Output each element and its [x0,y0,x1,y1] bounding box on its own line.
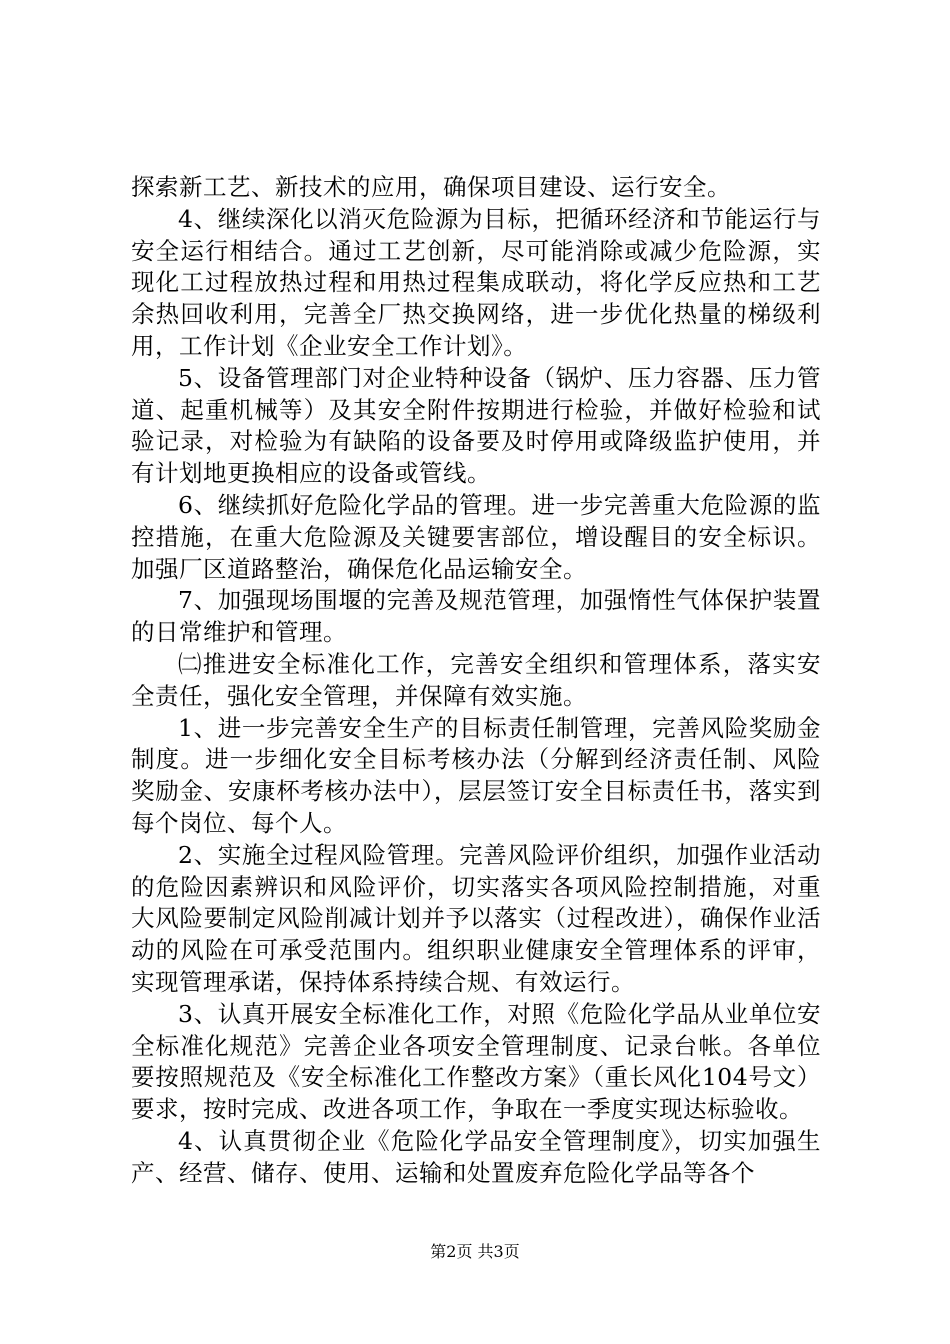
page-footer: 第2页 共3页 [430,1242,520,1261]
paragraph-2: 5、设备管理部门对企业特种设备（锅炉、压力容器、压力管道、起重机械等）及其安全附件按期进行检验，并做好检验和试验记录，对检验为有缺陷的设备要及时停用或降级监护使用，并有计划地更换相应的设备或管线。 [131,363,821,488]
body-text [131,172,821,1190]
paragraph-3: 6、继续抓好危险化学品的管理。进一步完善重大危险源的监控措施，在重大危险源及关键要害部位，增设醒目的安全标识。加强厂区道路整治，确保危化品运输安全。 [131,490,821,583]
paragraph-0: 探索新工艺、新技术的应用，确保项目建设、运行安全。 [131,173,731,201]
paragraph-9: 4、认真贯彻企业《危险化学品安全管理制度》，切实加强生产、经营、储存、使用、运输和处置废弃危险化学品等各个 [131,1126,821,1187]
paragraph-7: 2、实施全过程风险管理。完善风险评价组织，加强作业活动的危险因素辨识和风险评价，切实落实各项风险控制措施，对重大风险要制定风险削减计划并予以落实（过程改进），确保作业活动的风险在可承受范围内。组织职业健康安全管理体系的评审，实现管理承诺，保持体系持续合规、有效运行。 [131,840,821,996]
paragraph-4: 7、加强现场围堰的完善及规范管理，加强惰性气体保护装置的日常维护和管理。 [131,586,821,647]
paragraph-5: ㈡推进安全标准化工作，完善安全组织和管理体系，落实安全责任，强化安全管理，并保障有效实施。 [131,649,821,710]
paragraph-6: 1、进一步完善安全生产的目标责任制管理，完善风险奖励金制度。进一步细化安全目标考核办法（分解到经济责任制、风险奖励金、安康杯考核办法中），层层签订安全目标责任书，落实到每个岗位、每个人。 [131,713,821,837]
paragraph-8: 3、认真开展安全标准化工作，对照《危险化学品从业单位安全标准化规范》完善企业各项安全管理制度、记录台帐。各单位要按照规范及《安全标准化工作整改方案》（重长风化104号文）要求，按时完成、改进各项工作，争取在一季度实现达标验收。 [131,999,821,1124]
paragraph-1: 4、继续深化以消灭危险源为目标，把循环经济和节能运行与安全运行相结合。通过工艺创新，尽可能消除或减少危险源，实现化工过程放热过程和用热过程集成联动，将化学反应热和工艺余热回收利用，完善全厂热交换网络，进一步优化热量的梯级利用，工作计划《企业安全工作计划》。 [131,204,821,360]
